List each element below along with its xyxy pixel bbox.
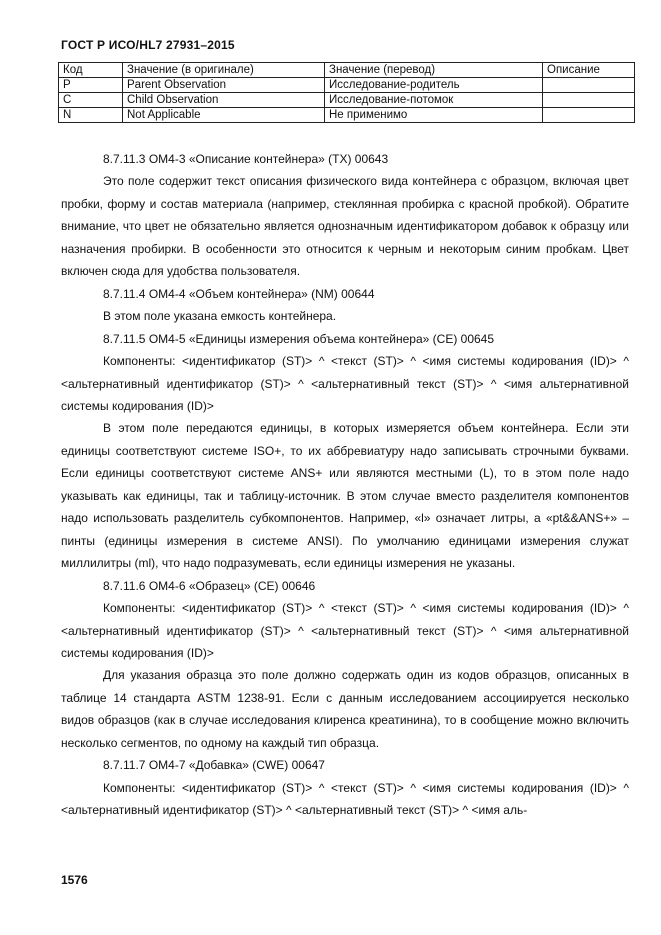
paragraph: Для указания образца это поле должно содержать один из кодов образцов, описанных в таблице 14 стандарта ASTM 1238-91. Если с данным исследованием ассоциируется несколько видов образцов (как в случае исследования клиренса креатинина), то в сообщение можно включить несколько сегментов, по одному на каждый тип образца. (61, 668, 629, 750)
column-header: Описание (543, 63, 635, 78)
table-row (59, 108, 635, 123)
document-header: ГОСТ Р ИСО/HL7 27931–2015 (61, 38, 235, 52)
section-heading: 8.7.11.5 OM4-5 «Единицы измерения объема контейнера» (CE) 00645 (103, 331, 495, 346)
column-header: Код (59, 63, 123, 78)
components-paragraph: Компоненты: <идентификатор (ST)> ^ <текст (ST)> ^ <имя системы кодирования (ID)> ^ <альтернативный идентификатор (ST)> ^ <альтернативный текст (ST)> ^ <имя аль- (61, 780, 629, 818)
table-cell: Исследование-родитель (325, 78, 543, 93)
page-number: 1576 (61, 873, 88, 887)
table-cell: Not Applicable (123, 108, 325, 123)
section-heading: 8.7.11.7 OM4-7 «Добавка» (CWE) 00647 (103, 758, 325, 773)
section-heading: 8.7.11.3 OM4-3 «Описание контейнера» (TX) 00643 (103, 152, 389, 166)
table-row (59, 78, 635, 93)
table-cell (543, 93, 635, 108)
components-paragraph: Компоненты: <идентификатор (ST)> ^ <текст (ST)> ^ <имя системы кодирования (ID)> ^ <альтернативный идентификатор (ST)> ^ <альтернативный текст (ST)> ^ <имя альтернативной системы кодирования (ID)> (61, 354, 629, 413)
paragraph: В этом поле передаются единицы, в которых измеряется объем контейнера. Если эти единицы соответствуют системе ISO+, то их аббревиатуру надо записывать строчными буквами. Если единицы соответствуют системе ANS+ или являются местными (L), то в этом поле надо указывать как единицы, так и таблицу-источник. В этом случае вместо разделителя компонентов надо использовать разделитель субкомпонентов. Например, «l» означает литры, а «pt&&ANS+» – пинты (единицы измерения в системе ANSI). По умолчанию единицами измерения служат миллилитры (ml), что надо подразумевать, если единицы измерения не указаны. (61, 421, 629, 571)
table-cell: Не применимо (325, 108, 543, 123)
column-header: Значение (в оригинале) (123, 63, 325, 78)
table-cell: Child Observation (123, 93, 325, 108)
table-header-row (59, 63, 635, 78)
table-cell (543, 108, 635, 123)
table-cell: Исследование-потомок (325, 93, 543, 108)
components-paragraph: Компоненты: <идентификатор (ST)> ^ <текст (ST)> ^ <имя системы кодирования (ID)> ^ <альтернативный идентификатор (ST)> ^ <альтернативный текст (ST)> ^ <имя альтернативной системы кодирования (ID)> (61, 601, 629, 660)
codes-table (58, 62, 635, 123)
table-cell: Parent Observation (123, 78, 325, 93)
table-row (59, 93, 635, 108)
paragraph: Это поле содержит текст описания физического вида контейнера с образцом, включая цвет пробки, форму и состав материала (например, стеклянная пробирка с красной пробкой). Обратите внимание, что цвет не обязательно является однозначным идентификатором добавок к образцу или назначения пробирки. В особенности это относится к черным и некоторым синим пробкам. Цвет включен сюда для удобства пользователя. (61, 174, 629, 279)
table-cell (543, 78, 635, 93)
section-heading: 8.7.11.4 OM4-4 «Объем контейнера» (NM) 00644 (103, 286, 375, 301)
table-cell: N (59, 108, 123, 123)
table-cell: P (59, 78, 123, 93)
paragraph: В этом поле указана емкость контейнера. (103, 309, 337, 324)
column-header: Значение (перевод) (325, 63, 543, 78)
table-cell: C (59, 93, 123, 108)
document-body (61, 148, 629, 822)
section-heading: 8.7.11.6 OM4-6 «Образец» (CE) 00646 (103, 578, 316, 593)
